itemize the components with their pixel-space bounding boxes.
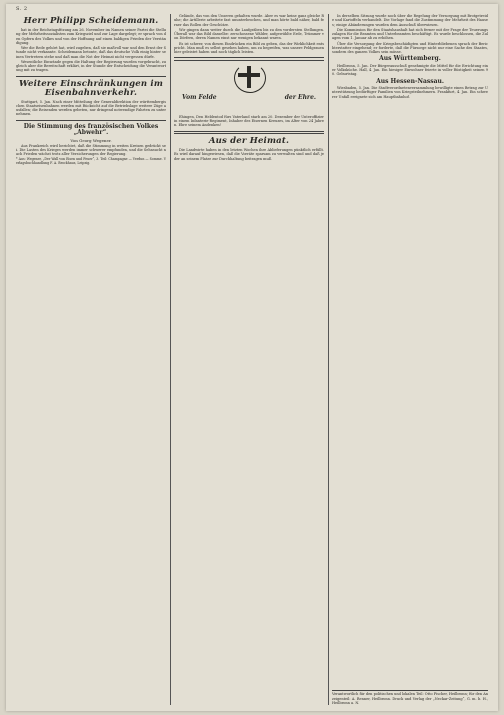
headline-heimat: Aus der Heimat. [208,136,290,146]
page-marker: S. 2 [16,6,28,12]
column-rule-left [170,14,171,705]
byline: Von Georg Wegener. [70,137,112,143]
article-paragraph: Aus Frankreich wird berichtet, daß die Stimmung in weiten Kreisen gedrückt sei. Die Lasten des Krieges werden immer schwerer empfunden, und die Sehnsucht nach Frieden wächst trotz aller Versicherungen der Regierung. [16,143,166,156]
column-middle [174,14,324,705]
column-left [16,14,166,705]
footnote: * Aus: Wegener, „Der Wall von Eisen und Feuer“, 3. Teil: Champagne — Verdun — Somme. Verlagsbuchhandlung F. A. Brockhaus, Leipzig. [16,157,166,166]
section-divider [16,76,166,77]
headline-stimmung: Die Stimmung des französischen Volkes „Abwehr“. [23,122,159,136]
article-paragraph: In derselben Sitzung wurde noch über die Regelung der Versorgung mit Brotgetreide und Kartoffeln verhandelt. Die Vorlage fand die Zustimmung der Mehrheit des Hauses; einige Abänderungen wurden dem Ausschuß überwiesen. [332,14,488,27]
iron-cross-icon [238,66,260,88]
article-paragraph: Die Landwirte haben in den letzten Wochen ihre Ablieferungen pünktlich erfüllt. Es wird darauf hingewiesen, daß die Vorräte sparsam zu verwalten sind und daß jeder an seinem Platze zur Durchhaltung beitragen muß. [174,148,324,161]
death-notice-title-left: Vom Felde [182,93,217,101]
article-intro: hat in der Reichstagsfitzung am 26. November im Namen seiner Partei die Stellung der Mehrheitssozialisten zum Kriegsziel und zur Lage dargelegt; er sprach von den Opfern des Volkes und von der Hoffnung auf einen baldigen Frieden der Verständigung. [16,28,166,45]
article-paragraph: Über die Versorgung der Kriegsbeschädigten und Hinterbliebenen sprach der Berichterstatter eingehend; er forderte, daß die Fürsorge nicht nur eine Sache des Staates, sondern des ganzen Volkes sein müsse. [332,41,488,54]
article-paragraph: Wesentliche Einwände gegen die Haltung der Regierung wurden vorgebracht, zugleich aber die Bereitschaft erklärt, in der Stunde der Entscheidung die Verantwortung mit zu tragen. [16,59,166,73]
article-paragraph: Heilbronn, 5. Jan. Der Bürgerausschuß genehmigte die Mittel für die Errichtung einer Volksküche. Hall, 4. Jan. Ein hiesiger Einwohner feierte in voller Rüstigkeit seinen 90. Geburtstag. [332,63,488,77]
article-paragraph: Die Kommission für den Staatshaushalt hat sich ferner mit der Frage der Teuerungszulagen für die Beamten und Unterbeamten beschäftigt. Es wurde beschlossen, die Zulagen vom 1. Januar ab zu erhöhen. [332,27,488,41]
article-paragraph: Wer die Rede gehört hat, wird zugeben, daß sie maßvoll war und den Ernst der Stunde nicht verkannte. Scheidemann betonte, daß das deutsche Volk einig hinter seinen Vertretern stehe und daß man die Not der Heimat nicht vergessen dürfe. [16,46,166,59]
column-rule-right [328,14,329,705]
section-divider [174,57,324,61]
section-divider [16,120,166,121]
column-right [332,14,488,705]
article-paragraph: Es ist schwer, von diesen Eindrücken ein Bild zu geben, das der Wirklichkeit entspricht. Man muß es selbst gesehen haben, um zu begreifen, was unsere Feldgrauen hier geleistet haben und noch täglich leisten. [174,41,324,54]
death-notice-header [174,64,324,112]
section-head-wuerttemberg: Aus Württemberg. [379,55,441,63]
article-paragraph: Wiesbaden, 5. Jan. Die Stadtverordnetenversammlung bewilligte einen Betrag zur Unterstützung bedürftiger Familien von Kriegsteilnehmern. Frankfurt, 4. Jan. Ein schwerer Unfall ereignete sich am Hauptbahnhof. [332,86,488,99]
article-paragraph: Stuttgart, 5. Jan. Nach einer Mitteilung der Generaldirektion der württembergischen Staatseisenbahnen werden mit Rücksicht auf die Betriebslage weitere Züge ausfallen; die Reisenden werden gebeten, nur dringend notwendige Fahrten zu unternehmen. [16,99,166,117]
section-head-hessen: Aus Hessen-Nassau. [376,77,444,85]
death-notice-title-right: der Ehre. [284,93,316,101]
imprint: Verantwortlich für den politischen und lokalen Teil: Otto Fischer, Heilbronn; für den Anzeigenteil: A. Renner, Heilbronn. Druck und Verlag der „Neckar-Zeitung“, G. m. b. H., Heilbronn a. N. [332,692,488,705]
article-paragraph: Gelände, das von den Unseren gehalten wurde. Aber es war keine ganz gleiche Ruhe; die Artillerie arbeitete fast ununterbrochen, und man hörte bald näher, bald ferner das Rollen der Geschütze. [174,14,324,27]
headline-scheidemann: Herr Philipp Scheidemann. [23,16,159,26]
newspaper-page [6,4,498,711]
article-paragraph: Wir gingen dann weiter durch die Laufgräben bis zu den vordersten Stellungen. Überall war das Bild dasselbe: zerschossene Wälder, aufgewühlte Erde, Trümmer von Dörfern, deren Namen einst nur wenigen bekannt waren. [174,27,324,41]
death-notice-text: Ehingen, Den Heldentod fürs Vaterland starb am 20. Dezember der Unteroffizier in einem Infanterie-Regiment, Inhaber des Eisernen Kreuzes, im Alter von 24 Jahren. Ehre seinem Andenken! [174,114,324,128]
section-divider [174,131,324,135]
headline-eisenbahn: Weitere Einschränkungen im Eisenbahnverkehr. [18,78,164,98]
